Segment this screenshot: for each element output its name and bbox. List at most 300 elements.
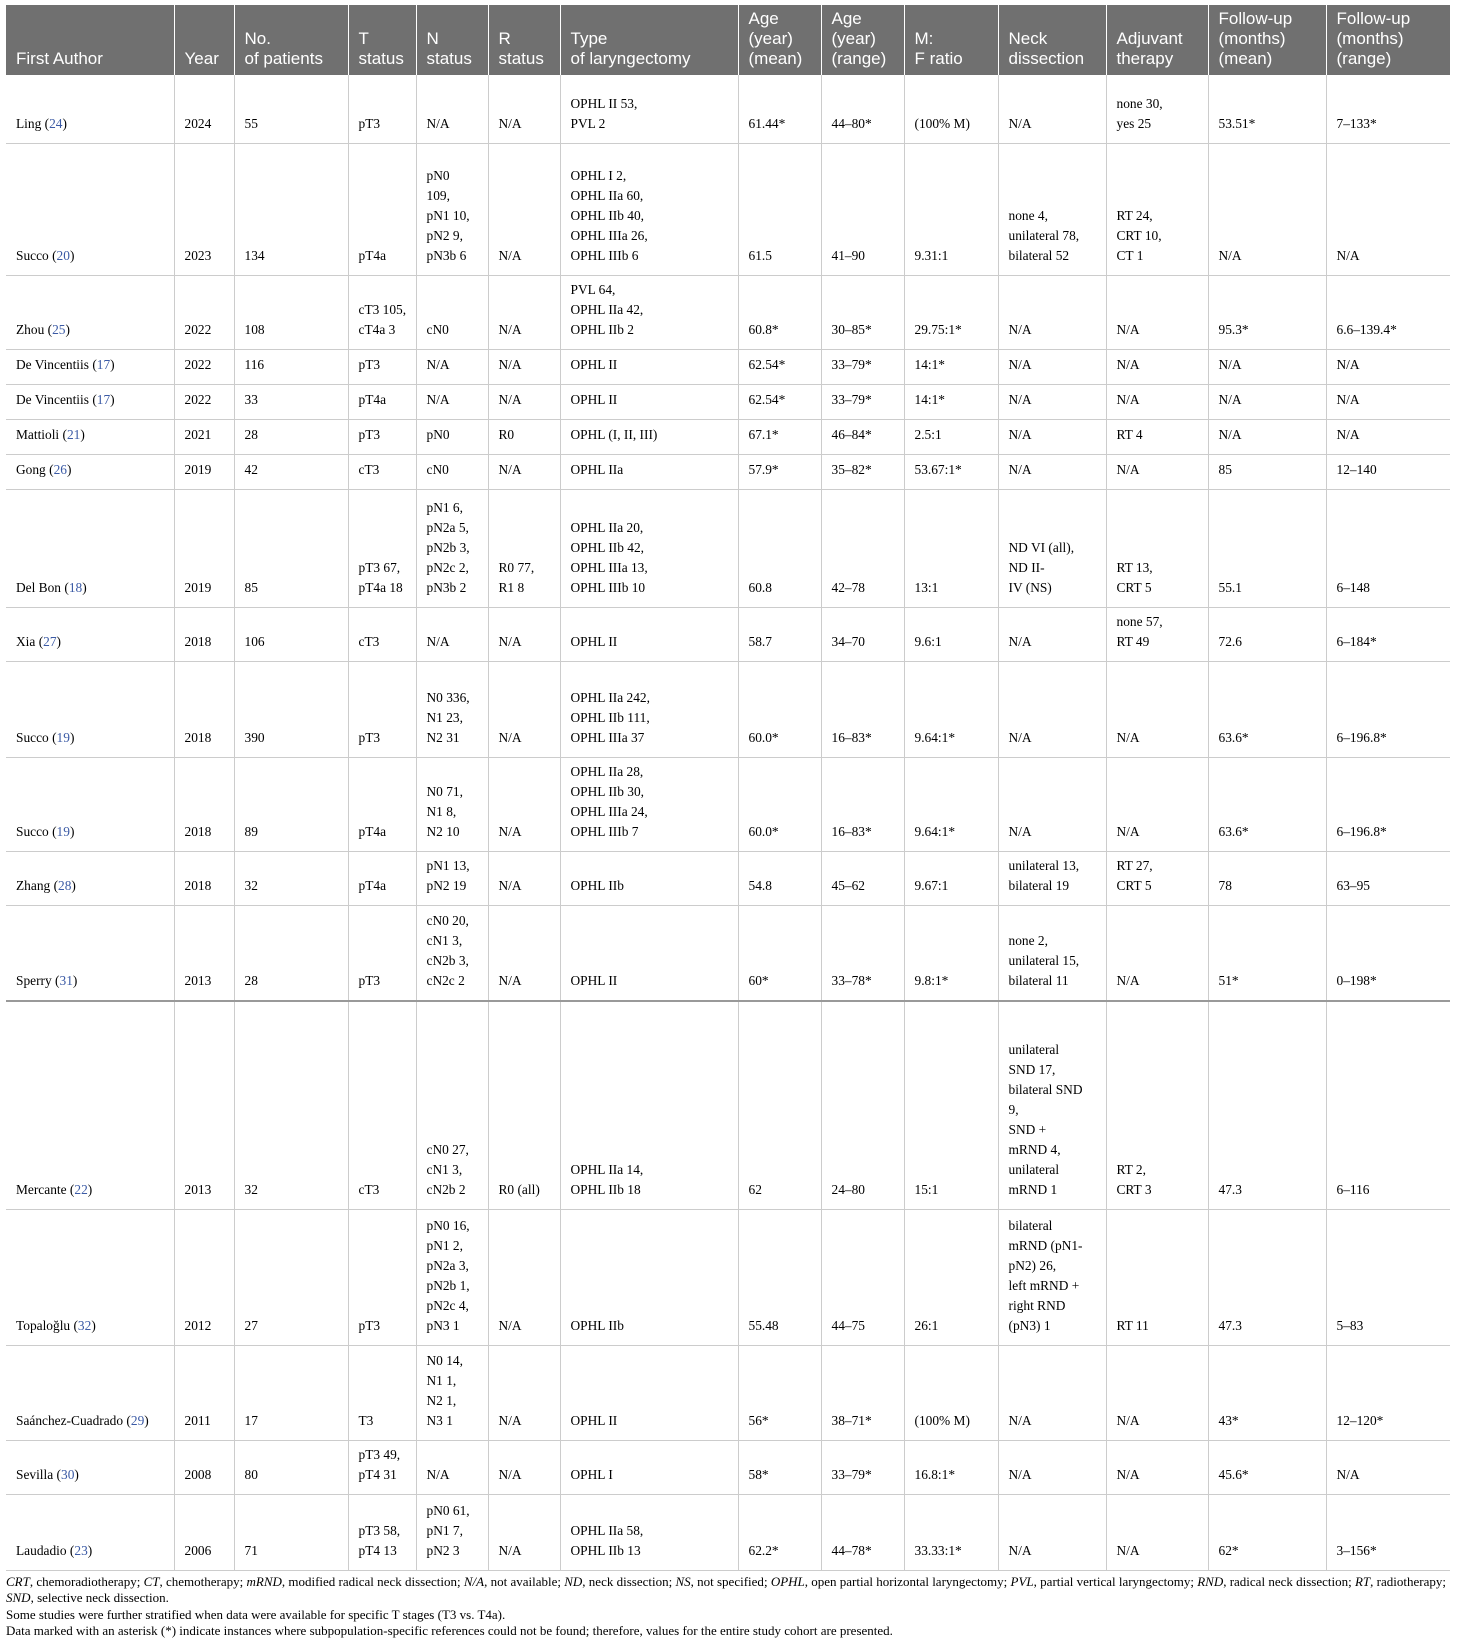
table-cell: 6–196.8* [1326,757,1450,851]
table-cell: cT3 [348,454,416,489]
table-cell: 29.75:1* [904,275,998,349]
abbreviation-definition: not specified [697,1573,764,1589]
study-characteristics-table [6,5,1450,1571]
table-cell: 2018 [174,757,234,851]
abbreviation-definition: not available [490,1573,558,1589]
table-cell: 9.64:1* [904,661,998,757]
table-cell: 55.1 [1208,489,1326,607]
table-cell: 9.8:1* [904,905,998,1001]
table-cell: N/A [998,349,1106,384]
table-cell: 108 [234,275,348,349]
column-header: Adjuvant therapy [1106,5,1208,75]
table-cell: N0 71, N1 8, N2 10 [416,757,488,851]
table-cell: 5–83 [1326,1209,1450,1345]
abbreviation-definition: chemotherapy [165,1573,240,1589]
table-row [6,349,1450,384]
table-cell: pN1 13, pN2 19 [416,851,488,905]
table-cell: N/A [998,1345,1106,1440]
table-cell: none 4, unilateral 78, bilateral 52 [998,143,1106,275]
table-cell: 2008 [174,1440,234,1494]
author-cell: Del Bon (18) [6,489,174,607]
column-header: T status [348,5,416,75]
table-cell: OPHL IIb [560,851,738,905]
table-cell: 57.9* [738,454,821,489]
table-cell: cN0 20, cN1 3, cN2b 3, cN2c 2 [416,905,488,1001]
table-cell: RT 4 [1106,419,1208,454]
table-cell: RT 2, CRT 3 [1106,1001,1208,1209]
column-header: R status [488,5,560,75]
table-cell: R0 (all) [488,1001,560,1209]
table-cell: N/A [488,349,560,384]
table-cell: (100% M) [904,75,998,143]
table-cell: 42–78 [821,489,904,607]
table-cell: pN1 6, pN2a 5, pN2b 3, pN2c 2, pN3b 2 [416,489,488,607]
table-cell: OPHL IIa 242, OPHL IIb 111, OPHL IIIa 37 [560,661,738,757]
table-cell: none 2, unilateral 15, bilateral 11 [998,905,1106,1001]
table-cell: 54.8 [738,851,821,905]
table-cell: bilateral mRND (pN1- pN2) 26, left mRND + right RND (pN3) 1 [998,1209,1106,1345]
table-cell: 60.0* [738,757,821,851]
column-header: N status [416,5,488,75]
column-header: No. of patients [234,5,348,75]
abbreviation-definition: selective neck dissection [37,1590,166,1605]
table-cell: OPHL II [560,349,738,384]
table-cell: N/A [1208,143,1326,275]
column-header: Age (year) (mean) [738,5,821,75]
table-cell: 41–90 [821,143,904,275]
table-cell: 27 [234,1209,348,1345]
table-cell: 30–85* [821,275,904,349]
table-cell: 47.3 [1208,1001,1326,1209]
table-cell: 60.0* [738,661,821,757]
abbreviation-term: RND [1197,1573,1224,1589]
table-cell: pT4a [348,384,416,419]
table-cell: pN0 61, pN1 7, pN2 3 [416,1494,488,1570]
table-cell: 61.44* [738,75,821,143]
table-cell: 12–140 [1326,454,1450,489]
column-header: Neck dissection [998,5,1106,75]
table-cell: N/A [488,143,560,275]
author-name: Mattioli [16,426,60,442]
abbreviation-term: mRND [246,1573,282,1589]
reference-link[interactable]: 24 [49,115,63,131]
table-cell: unilateral SND 17, bilateral SND 9, SND + mRND 4, unilateral mRND 1 [998,1001,1106,1209]
reference-link[interactable]: 22 [74,1181,88,1197]
abbreviation-entry: OPHL, open partial horizontal laryngectomy [770,1573,1004,1589]
table-cell: N/A [488,1440,560,1494]
table-cell: cN0 [416,454,488,489]
table-cell: 46–84* [821,419,904,454]
table-cell: 106 [234,607,348,661]
table-cell: 95.3* [1208,275,1326,349]
table-cell: N/A [488,1209,560,1345]
author-name: Succo [16,247,49,263]
table-cell: 2018 [174,661,234,757]
table-cell: N/A [488,75,560,143]
table-cell: 60.8 [738,489,821,607]
reference-link[interactable]: 18 [68,579,83,595]
table-cell: 58* [738,1440,821,1494]
abbreviation-entry: PVL, partial vertical laryngectomy [1010,1573,1191,1589]
table-cell: N/A [1106,661,1208,757]
table-row [6,489,1450,607]
table-cell: N/A [1106,1440,1208,1494]
table-cell: 44–80* [821,75,904,143]
abbreviation-term: NS [675,1573,691,1589]
table-cell: 28 [234,419,348,454]
table-cell: 390 [234,661,348,757]
table-cell: 6–116 [1326,1001,1450,1209]
author-cell: Zhang (28) [6,851,174,905]
author-name: Succo [16,823,49,839]
table-cell: pT4a [348,143,416,275]
table-cell: N/A [488,384,560,419]
table-cell: pT3 [348,419,416,454]
table-cell: 33.33:1* [904,1494,998,1570]
author-name: Succo [16,729,49,745]
table-cell: N/A [998,757,1106,851]
table-cell: 51* [1208,905,1326,1001]
reference-link[interactable]: 30 [61,1466,75,1482]
author-cell: Gong (26) [6,454,174,489]
table-cell: OPHL IIb [560,1209,738,1345]
table-cell: 2021 [174,419,234,454]
table-container [6,5,1450,1640]
table-cell: pT3 [348,905,416,1001]
table-cell: pT3 [348,661,416,757]
table-cell: 14:1* [904,384,998,419]
table-cell: 26:1 [904,1209,998,1345]
table-cell: 9.6:1 [904,607,998,661]
table-row [6,905,1450,1001]
reference-link[interactable]: 26 [53,461,67,477]
reference-link[interactable]: 19 [56,729,70,745]
table-cell: 6–196.8* [1326,661,1450,757]
table-cell: N/A [1106,757,1208,851]
table-cell: 78 [1208,851,1326,905]
table-cell: N/A [1208,419,1326,454]
table-cell: 62 [738,1001,821,1209]
reference-link[interactable]: 19 [56,823,70,839]
reference-link[interactable]: 31 [59,973,73,988]
author-cell: Succo (19) [6,661,174,757]
table-cell: 62.54* [738,349,821,384]
table-cell: 2013 [174,905,234,1001]
table-cell: 44–75 [821,1209,904,1345]
table-cell: RT 13, CRT 5 [1106,489,1208,607]
table-cell: 28 [234,905,348,1001]
author-cell: Sevilla (30) [6,1440,174,1494]
table-cell: OPHL I [560,1440,738,1494]
table-cell: cT3 [348,607,416,661]
table-cell: N/A [488,661,560,757]
table-cell: 2.5:1 [904,419,998,454]
author-cell: Saánchez-Cuadrado (29) [6,1345,174,1440]
table-cell: 85 [234,489,348,607]
abbreviation-definition: open partial horizontal laryngectomy [811,1573,1004,1589]
table-cell: OPHL II [560,905,738,1001]
abbreviation-term: ND [564,1573,583,1589]
author-name: Topaloğlu [16,1317,71,1333]
author-cell: Succo (20) [6,143,174,275]
table-cell: 33–79* [821,384,904,419]
author-name: Xia [16,633,36,649]
table-cell: 24–80 [821,1001,904,1209]
table-cell: (100% M) [904,1345,998,1440]
table-cell: N/A [488,905,560,1001]
table-cell: 2019 [174,489,234,607]
table-cell: 33–78* [821,905,904,1001]
table-cell: 62.2* [738,1494,821,1570]
table-cell: ND VI (all), ND II- IV (NS) [998,489,1106,607]
table-cell: RT 11 [1106,1209,1208,1345]
table-cell: 62.54* [738,384,821,419]
table-cell: 33 [234,384,348,419]
author-name: Del Bon [16,579,62,595]
table-cell: N/A [998,75,1106,143]
reference-link[interactable]: 25 [52,321,66,337]
abbreviation-term: CT [143,1573,160,1589]
table-cell: pT3 [348,1209,416,1345]
table-cell: pT3 49, pT4 31 [348,1440,416,1494]
column-header: Follow-up (months) (range) [1326,5,1450,75]
table-cell: 12–120* [1326,1345,1450,1440]
table-cell: N/A [416,75,488,143]
author-cell: Zhou (25) [6,275,174,349]
table-cell: 3–156* [1326,1494,1450,1570]
table-row [6,1209,1450,1345]
table-cell: cN0 [416,275,488,349]
table-cell: OPHL IIa 58, OPHL IIb 13 [560,1494,738,1570]
author-name: De Vincentiis [16,356,89,372]
table-row [6,1440,1450,1494]
table-cell: N/A [1208,384,1326,419]
table-cell: 116 [234,349,348,384]
abbreviation-entry: N/A, not available [463,1573,558,1589]
table-row [6,275,1450,349]
table-cell: pT3 [348,75,416,143]
author-cell: Ling (24) [6,75,174,143]
abbreviation-entry: CRT, chemoradiotherapy [6,1573,137,1589]
table-cell: 71 [234,1494,348,1570]
reference-link[interactable]: 32 [77,1317,92,1333]
author-cell: Succo (19) [6,757,174,851]
column-header: Type of laryngectomy [560,5,738,75]
author-name: Sevilla [16,1466,54,1482]
author-name: Saánchez-Cuadrado [16,1412,124,1428]
table-cell: N/A [488,275,560,349]
author-name: Mercante [16,1181,67,1197]
table-cell: none 57, RT 49 [1106,607,1208,661]
table-cell: pT3 58, pT4 13 [348,1494,416,1570]
table-cell: 16.8:1* [904,1440,998,1494]
table-cell: 60* [738,905,821,1001]
reference-link[interactable]: 29 [130,1412,145,1428]
table-cell: 7–133* [1326,75,1450,143]
table-cell: pN0 [416,419,488,454]
author-cell: De Vincentiis (17) [6,349,174,384]
table-cell: none 30, yes 25 [1106,75,1208,143]
table-cell: PVL 64, OPHL IIa 42, OPHL IIb 2 [560,275,738,349]
table-cell: 2022 [174,275,234,349]
table-cell: 2012 [174,1209,234,1345]
table-row [6,75,1450,143]
reference-link[interactable]: 17 [96,356,111,372]
table-cell: 2022 [174,384,234,419]
table-cell: N/A [1106,384,1208,419]
table-cell: cN0 27, cN1 3, cN2b 2 [416,1001,488,1209]
table-cell: 9.31:1 [904,143,998,275]
table-cell: 15:1 [904,1001,998,1209]
table-row [6,1494,1450,1570]
table-cell: 33–79* [821,349,904,384]
table-row [6,757,1450,851]
table-cell: OPHL IIa 20, OPHL IIb 42, OPHL IIIa 13, OPHL IIIb 10 [560,489,738,607]
table-cell: 16–83* [821,757,904,851]
header-row [6,5,1450,75]
reference-link[interactable]: 27 [43,633,57,649]
table-cell: 34–70 [821,607,904,661]
table-cell: 85 [1208,454,1326,489]
table-cell: 16–83* [821,661,904,757]
table-cell: cT3 105, cT4a 3 [348,275,416,349]
author-name: De Vincentiis [16,391,89,407]
author-cell: Mattioli (21) [6,419,174,454]
table-cell: RT 27, CRT 5 [1106,851,1208,905]
author-cell: Xia (27) [6,607,174,661]
table-cell: 32 [234,851,348,905]
table-cell: 61.5 [738,143,821,275]
table-cell: 80 [234,1440,348,1494]
table-cell: N0 336, N1 23, N2 31 [416,661,488,757]
table-cell: N/A [488,1494,560,1570]
abbreviation-term: PVL [1010,1573,1034,1589]
table-cell: 60.8* [738,275,821,349]
table-cell: N/A [1106,454,1208,489]
table-cell: N/A [1326,419,1450,454]
table-cell: 38–71* [821,1345,904,1440]
abbreviation-definition: radical neck dissection [1229,1573,1349,1589]
author-name: Sperry [16,973,52,988]
table-cell: N/A [416,384,488,419]
table-cell: 67.1* [738,419,821,454]
table-cell: N/A [1106,349,1208,384]
abbreviation-entry: NS, not specified [675,1573,764,1589]
table-cell: OPHL II [560,1345,738,1440]
author-name: Zhang [16,877,51,893]
table-row [6,661,1450,757]
table-cell: cT3 [348,1001,416,1209]
reference-link[interactable]: 21 [66,426,81,442]
table-cell: N/A [998,661,1106,757]
table-cell: N/A [998,607,1106,661]
reference-link[interactable]: 20 [56,247,70,263]
table-cell: OPHL IIa [560,454,738,489]
table-cell: N/A [1106,1345,1208,1440]
abbreviation-entry: mRND, modified radical neck dissection [246,1573,457,1589]
table-cell: N/A [998,1440,1106,1494]
table-cell: 72.6 [1208,607,1326,661]
abbreviation-definition: radiotherapy [1376,1573,1443,1589]
table-cell: OPHL I 2, OPHL IIa 60, OPHL IIb 40, OPHL IIIa 26, OPHL IIIb 6 [560,143,738,275]
table-cell: N/A [1326,384,1450,419]
table-cell: 63–95 [1326,851,1450,905]
column-header: Follow-up (months) (mean) [1208,5,1326,75]
column-header: Year [174,5,234,75]
table-cell: N/A [488,1345,560,1440]
table-cell: 45–62 [821,851,904,905]
abbreviation-term: RT [1354,1573,1371,1589]
table-cell: N/A [998,1494,1106,1570]
table-cell: 6.6–139.4* [1326,275,1450,349]
table-cell: 134 [234,143,348,275]
table-cell: 63.6* [1208,661,1326,757]
table-cell: R0 [488,419,560,454]
table-cell: OPHL IIa 14, OPHL IIb 18 [560,1001,738,1209]
table-cell: 2013 [174,1001,234,1209]
table-cell: 2018 [174,851,234,905]
table-cell: 33–79* [821,1440,904,1494]
reference-link[interactable]: 17 [96,391,111,407]
table-cell: pT3 [348,349,416,384]
table-cell: N/A [998,419,1106,454]
table-cell: 47.3 [1208,1209,1326,1345]
table-cell: N/A [416,1440,488,1494]
author-cell: Topaloğlu (32) [6,1209,174,1345]
abbreviation-entry: RND, radical neck dissection [1197,1573,1349,1589]
table-row [6,851,1450,905]
table-cell: N/A [998,275,1106,349]
abbreviation-entry: RT, radiotherapy [1354,1573,1443,1589]
table-cell: 17 [234,1345,348,1440]
table-cell: 6–184* [1326,607,1450,661]
abbreviation-definition: partial vertical laryngectomy [1040,1573,1191,1589]
table-cell: N/A [488,454,560,489]
table-cell: N/A [998,454,1106,489]
stratification-note: Some studies were further stratified when data were available for specific T stages (T3 vs. T4a). [6,1606,506,1622]
table-cell: N/A [488,851,560,905]
abbreviation-term: CRT [6,1573,30,1589]
table-cell: 9.64:1* [904,757,998,851]
table-cell: R0 77, R1 8 [488,489,560,607]
table-cell: RT 24, CRT 10, CT 1 [1106,143,1208,275]
table-cell: 62* [1208,1494,1326,1570]
table-row [6,384,1450,419]
author-cell: Mercante (22) [6,1001,174,1209]
table-cell: 43* [1208,1345,1326,1440]
author-cell: Laudadio (23) [6,1494,174,1570]
table-cell: pT3 67, pT4a 18 [348,489,416,607]
table-cell: 0–198* [1326,905,1450,1001]
table-cell: 2019 [174,454,234,489]
abbreviation-term: N/A [463,1573,485,1589]
table-cell: N/A [416,607,488,661]
table-cell: 42 [234,454,348,489]
table-cell: pT4a [348,757,416,851]
table-cell: 55 [234,75,348,143]
abbreviation-definition: modified radical neck dissection [288,1573,457,1589]
table-cell: pN0 109, pN1 10, pN2 9, pN3b 6 [416,143,488,275]
table-cell: 13:1 [904,489,998,607]
table-row [6,607,1450,661]
table-cell: 55.48 [738,1209,821,1345]
table-cell: 9.67:1 [904,851,998,905]
reference-link[interactable]: 28 [58,877,72,893]
author-cell: De Vincentiis (17) [6,384,174,419]
asterisk-note: Data marked with an asterisk (*) indicate instances where subpopulation-specific references could not be found; therefore, values for the entire study cohort are presented. [6,1623,893,1638]
table-cell: 2022 [174,349,234,384]
reference-link[interactable]: 23 [74,1542,88,1558]
